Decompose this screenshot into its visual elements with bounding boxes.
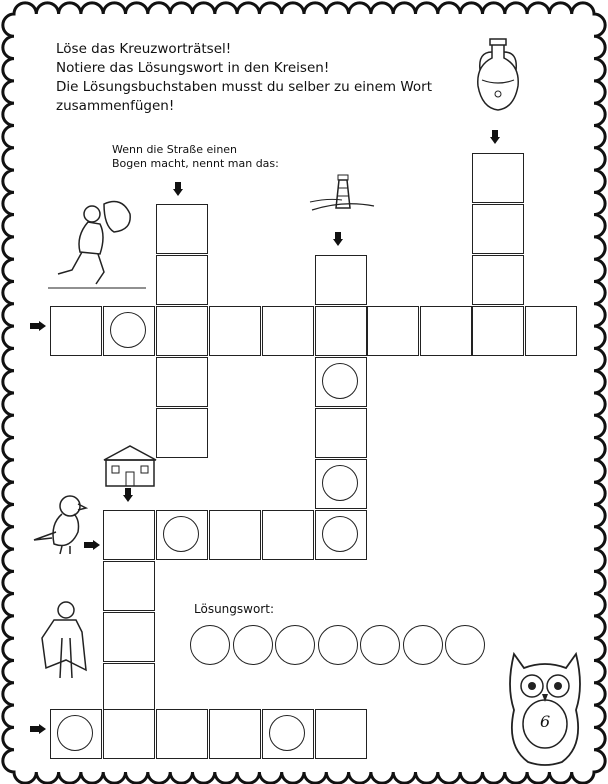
instruction-line-3: Die Lösungsbuchstaben musst du selber zu einem Wort (56, 79, 432, 95)
instruction-line-4: zusammenfügen! (56, 98, 175, 114)
clue-line-2: Bogen macht, nennt man das: (112, 157, 279, 170)
solution-word-circle[interactable] (233, 625, 273, 665)
solution-word-circle[interactable] (403, 625, 443, 665)
crossword-cell[interactable] (315, 709, 367, 759)
crossword-cell[interactable] (315, 255, 367, 305)
arrow-right-icon (30, 724, 46, 734)
solution-word-circle[interactable] (190, 625, 230, 665)
vampire-icon (36, 598, 92, 682)
crossword-cell[interactable] (156, 408, 208, 458)
crossword-cell[interactable] (209, 709, 261, 759)
solution-letter-circle (163, 516, 199, 552)
solution-letter-circle (322, 465, 358, 501)
page-number: 6 (540, 712, 551, 731)
crossword-cell-solution[interactable] (315, 357, 367, 407)
crossword-cell-solution[interactable] (315, 510, 367, 560)
crossword-cell[interactable] (262, 510, 314, 560)
crossword-cell[interactable] (156, 204, 208, 254)
crossword-cell[interactable] (472, 255, 524, 305)
crossword-cell-solution[interactable] (262, 709, 314, 759)
arrow-down-icon (173, 182, 183, 196)
crossword-cell[interactable] (209, 510, 261, 560)
arrow-down-icon (123, 488, 133, 502)
crossword-cell[interactable] (103, 510, 155, 560)
arrow-down-icon (333, 232, 343, 246)
owl-icon (502, 646, 588, 770)
clue-text (112, 143, 279, 171)
crossword-cell[interactable] (367, 306, 419, 356)
instructions (56, 40, 436, 116)
crossword-cell[interactable] (472, 306, 524, 356)
crossword-cell[interactable] (103, 709, 155, 759)
arrow-right-icon (30, 321, 46, 331)
house-icon (100, 442, 160, 488)
crossword-cell[interactable] (103, 561, 155, 611)
solution-word-circle[interactable] (445, 625, 485, 665)
crossword-cell[interactable] (420, 306, 472, 356)
solution-letter-circle (269, 715, 305, 751)
crossword-cell[interactable] (209, 306, 261, 356)
crossword-cell[interactable] (156, 306, 208, 356)
crossword-cell[interactable] (156, 709, 208, 759)
hiker-icon (48, 196, 148, 292)
crossword-cell[interactable] (156, 357, 208, 407)
clue-line-1: Wenn die Straße einen (112, 143, 238, 156)
crossword-cell[interactable] (315, 306, 367, 356)
crossword-cell-solution[interactable] (156, 510, 208, 560)
crossword-cell[interactable] (262, 306, 314, 356)
crossword-cell-solution[interactable] (103, 306, 155, 356)
crossword-cell[interactable] (156, 255, 208, 305)
solution-word-circle[interactable] (318, 625, 358, 665)
crossword-cell[interactable] (315, 408, 367, 458)
bird-icon (30, 488, 90, 558)
solution-word-circle[interactable] (275, 625, 315, 665)
lighthouse-icon (308, 172, 378, 214)
solution-word-circle[interactable] (360, 625, 400, 665)
solution-label: Lösungswort: (194, 602, 274, 616)
solution-letter-circle (57, 715, 93, 751)
instruction-line-2: Notiere das Lösungswort in den Kreisen! (56, 60, 330, 76)
crossword-cell[interactable] (50, 306, 102, 356)
arrow-down-icon (490, 130, 500, 144)
crossword-cell[interactable] (525, 306, 577, 356)
crossword-cell[interactable] (472, 204, 524, 254)
arrow-right-icon (84, 540, 100, 550)
vase-icon (468, 36, 528, 116)
instruction-line-1: Löse das Kreuzworträtsel! (56, 41, 232, 57)
crossword-cell[interactable] (103, 663, 155, 713)
solution-letter-circle (322, 363, 358, 399)
solution-letter-circle (322, 516, 358, 552)
crossword-cell[interactable] (472, 153, 524, 203)
solution-letter-circle (110, 312, 146, 348)
crossword-cell[interactable] (103, 612, 155, 662)
crossword-cell-solution[interactable] (315, 459, 367, 509)
crossword-cell-solution[interactable] (50, 709, 102, 759)
